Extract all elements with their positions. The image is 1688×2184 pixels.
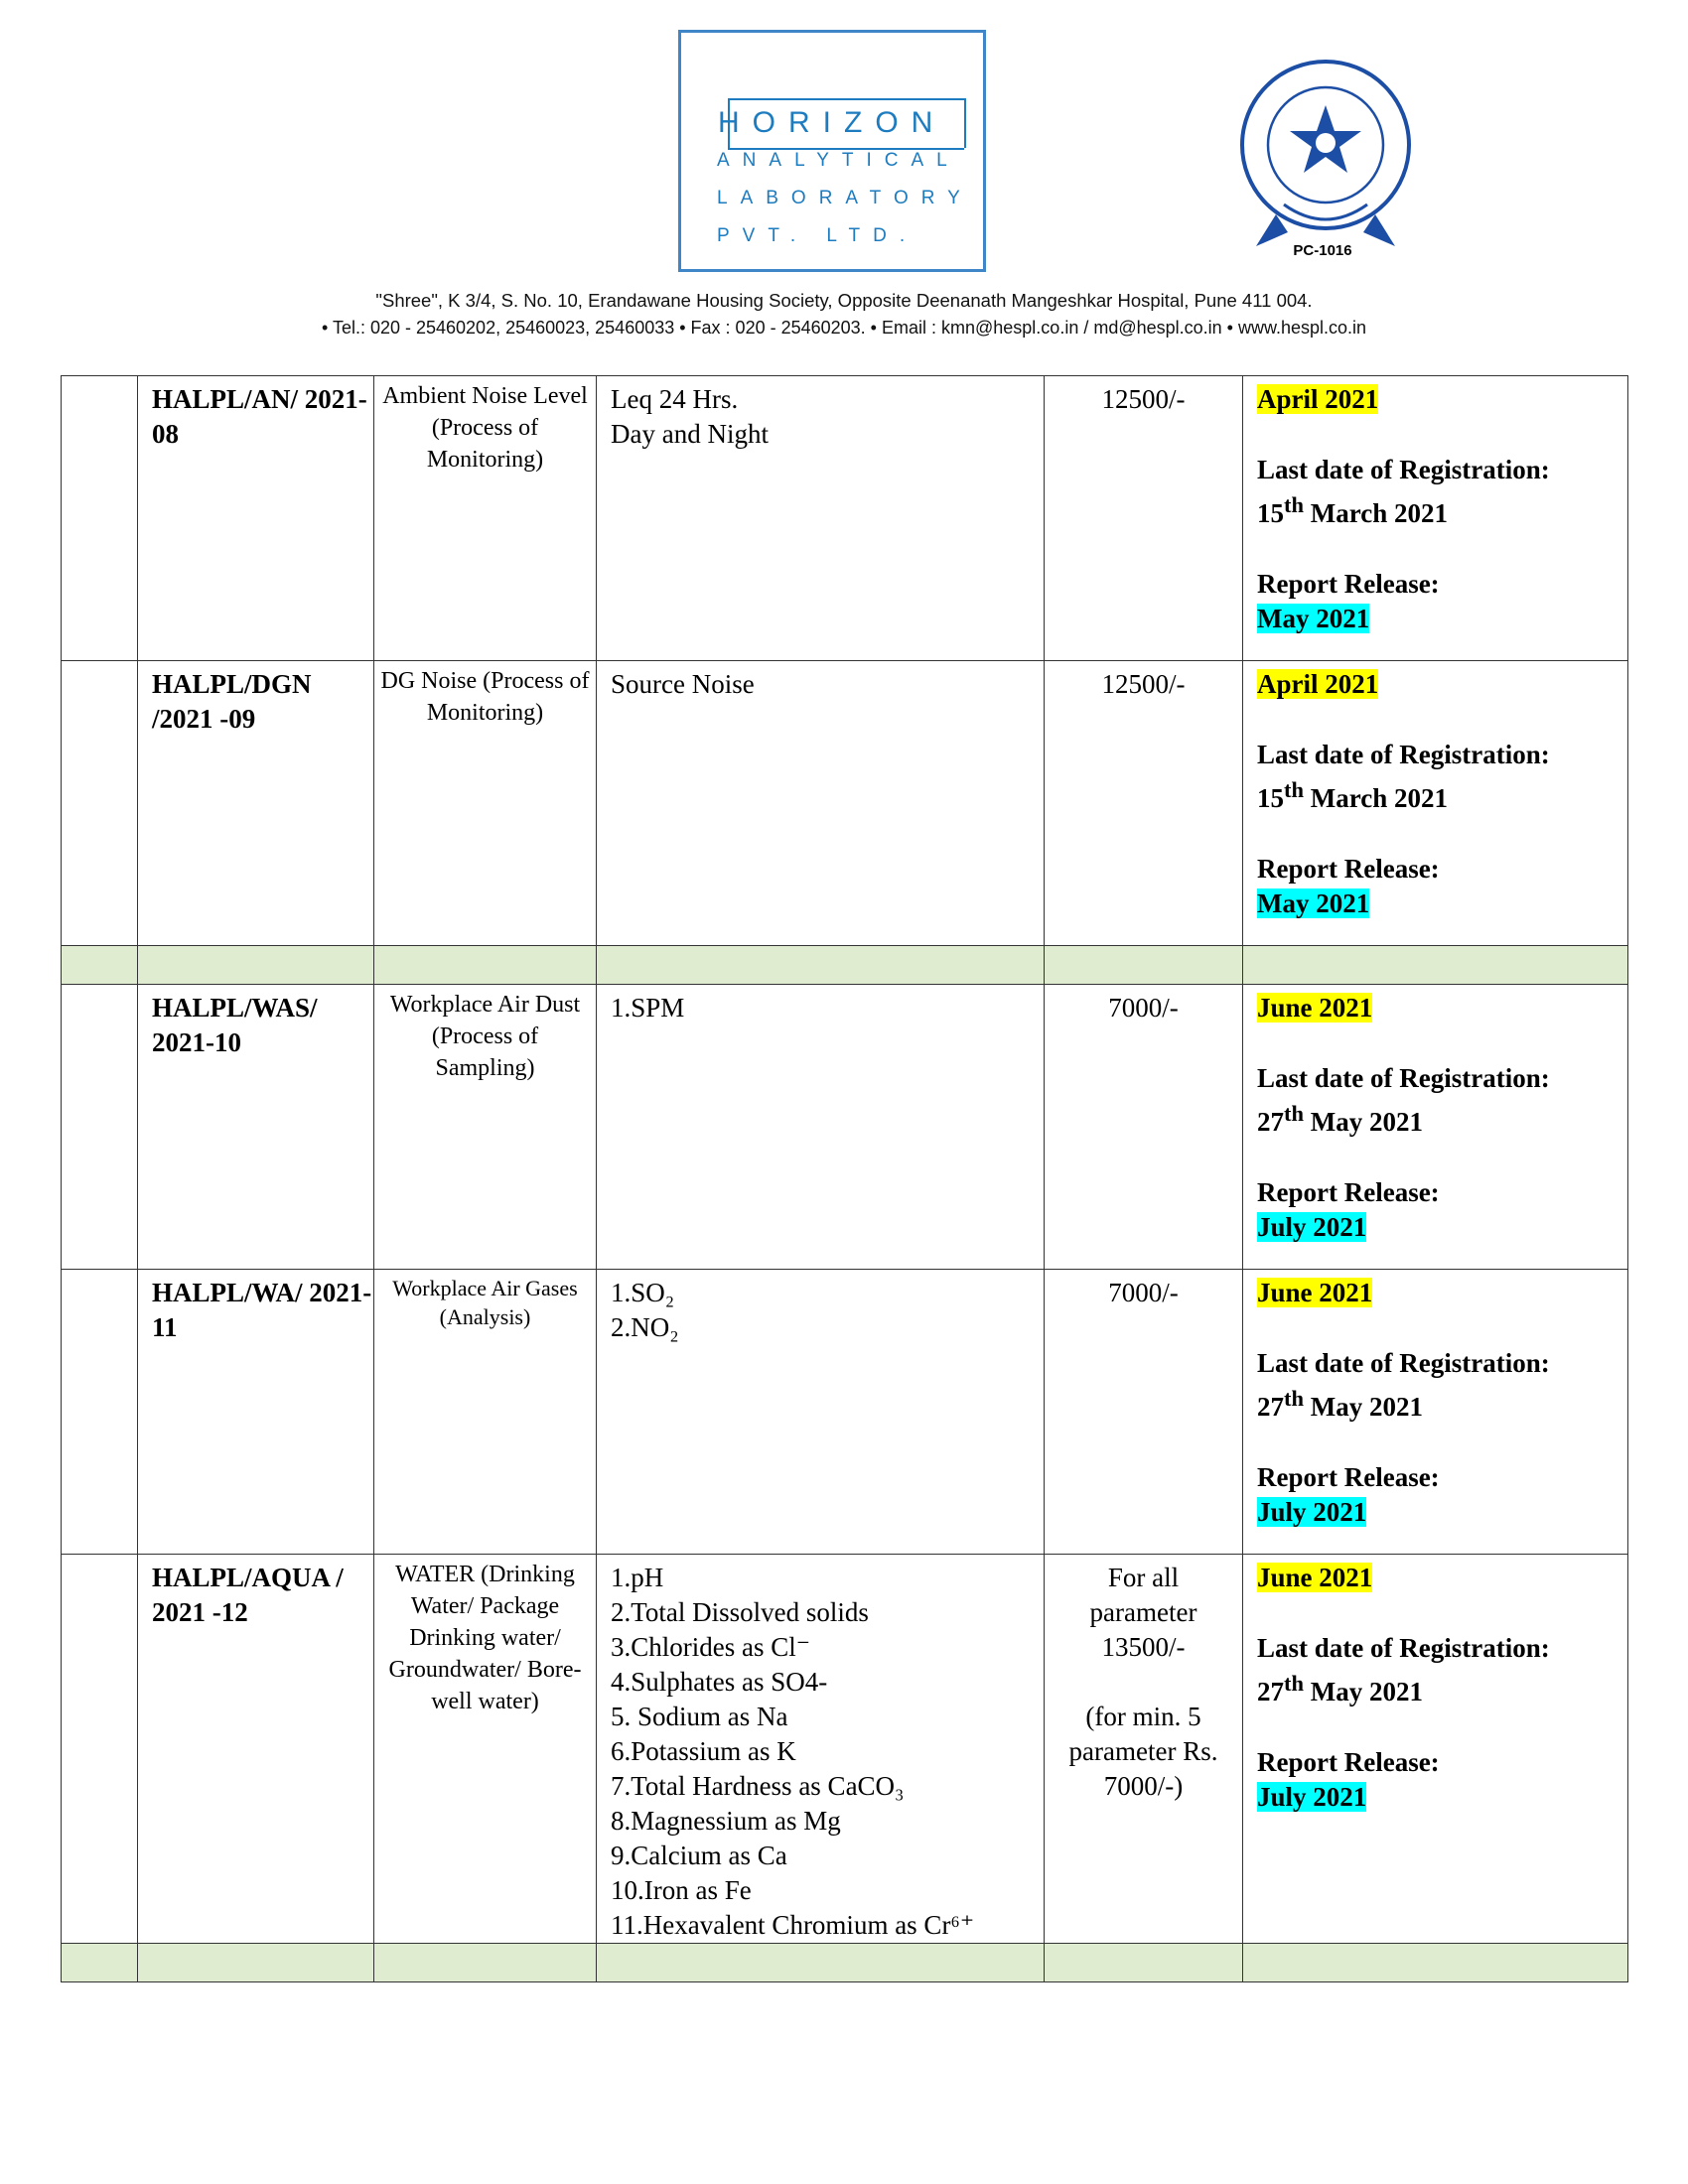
registration-label: Last date of Registration: [1257, 455, 1550, 484]
code-cell [138, 985, 374, 1270]
parameter-list [597, 1270, 1044, 1345]
scheme-code: HALPL/WA/ 2021-11 [152, 1278, 372, 1342]
registration-month: May 2021 [1304, 1677, 1423, 1706]
separator-cell [138, 946, 374, 985]
schedule-block [1243, 376, 1627, 636]
table-row [62, 985, 1628, 1270]
seal-code: PC-1016 [1293, 242, 1352, 259]
parameter-item: 1.SO₂ [611, 1278, 675, 1307]
parameter-list [597, 1555, 1044, 1943]
fee-wrap [1045, 1555, 1242, 1804]
parameter-item: 5. Sodium as Na [611, 1702, 788, 1731]
spacer [1257, 417, 1627, 453]
parameter-item: 7.Total Hardness as CaCO₃ [611, 1771, 905, 1801]
parameter-item: 1.SPM [611, 993, 685, 1023]
schedule-month-line [1257, 1276, 1627, 1310]
test-cell [374, 1270, 597, 1555]
parameter-list [597, 661, 1044, 702]
separator-row [62, 1944, 1628, 1982]
report-release-line [1257, 1780, 1627, 1815]
parameter-item: 1.pH [611, 1563, 664, 1592]
parameter-item: 9.Calcium as Ca [611, 1841, 787, 1870]
separator-cell [597, 1944, 1045, 1982]
report-release-label: Report Release: [1257, 1462, 1440, 1492]
spacer [1257, 1025, 1627, 1061]
test-name: DG Noise (Process of Monitoring) [380, 668, 590, 726]
report-release-label: Report Release: [1257, 1177, 1440, 1207]
logo-word: HORIZON [718, 106, 946, 139]
fee-cell [1045, 661, 1243, 946]
registration-label: Last date of Registration: [1257, 1348, 1550, 1378]
parameter-list [597, 985, 1044, 1025]
logo-wordmark-frame [708, 63, 966, 154]
schedule-block [1243, 1555, 1627, 1815]
fee-amount: 7000/- [1108, 993, 1179, 1023]
spacer [1257, 1595, 1627, 1631]
logo-frame-line [728, 98, 964, 100]
registration-day-suffix: th [1284, 1386, 1305, 1411]
company-logo [678, 30, 986, 272]
spacer [1257, 1310, 1627, 1346]
schedule-month-line [1257, 991, 1627, 1025]
schedule-month: June 2021 [1257, 993, 1373, 1023]
report-release-label: Report Release: [1257, 1747, 1440, 1777]
code-cell [138, 1270, 374, 1555]
report-release-date: May 2021 [1257, 888, 1370, 918]
registration-day: 15 [1257, 783, 1284, 813]
test-name: Workplace Air Dust (Process of Sampling) [389, 992, 581, 1081]
spacer [1257, 1709, 1627, 1745]
parameter-item: 4.Sulphates as SO4- [611, 1667, 828, 1697]
schedule-cell [1243, 376, 1628, 661]
fee-cell [1045, 1270, 1243, 1555]
registration-month: May 2021 [1304, 1392, 1423, 1422]
spacer [1257, 702, 1627, 738]
separator-cell [597, 946, 1045, 985]
report-release-date: July 2021 [1257, 1782, 1367, 1812]
report-release-label: Report Release: [1257, 854, 1440, 884]
schedule-block [1243, 1270, 1627, 1530]
test-cell [374, 376, 597, 661]
registration-day: 15 [1257, 498, 1284, 528]
spacer [1257, 531, 1627, 567]
registration-day: 27 [1257, 1107, 1284, 1137]
registration-label: Last date of Registration: [1257, 1633, 1550, 1663]
fee-wrap [1045, 661, 1242, 702]
schedule-month-line [1257, 667, 1627, 702]
fee-cell [1045, 376, 1243, 661]
parameter-item: 6.Potassium as K [611, 1736, 796, 1766]
registration-label: Last date of Registration: [1257, 740, 1550, 769]
separator-cell [62, 946, 138, 985]
fee-amount: 12500/- [1101, 384, 1186, 414]
spacer [1257, 1425, 1627, 1460]
fee-wrap [1045, 1270, 1242, 1310]
separator-cell [374, 946, 597, 985]
separator-cell [1243, 1944, 1628, 1982]
report-release-line [1257, 1495, 1627, 1530]
scheme-code: HALPL/AN/ 2021-08 [152, 384, 367, 449]
report-release-date: July 2021 [1257, 1497, 1367, 1527]
schedule-cell [1243, 1555, 1628, 1944]
fee-wrap [1045, 376, 1242, 417]
separator-cell [1045, 946, 1243, 985]
separator-cell [62, 1944, 138, 1982]
schedule-month: June 2021 [1257, 1278, 1373, 1307]
schedule-block [1243, 985, 1627, 1245]
test-name: WATER (Drinking Water/ Package Drinking water/ Groundwater/ Bore-well water) [388, 1562, 582, 1714]
fee-cell [1045, 1555, 1243, 1944]
schedule-month-line [1257, 1561, 1627, 1595]
schedule-month: April 2021 [1257, 669, 1379, 699]
sl-no-cell [62, 661, 138, 946]
separator-cell [374, 1944, 597, 1982]
sl-no-cell [62, 376, 138, 661]
test-name: Ambient Noise Level (Process of Monitoring) [382, 383, 588, 473]
schedule-month: June 2021 [1257, 1563, 1373, 1592]
code-cell [138, 661, 374, 946]
table-row [62, 661, 1628, 946]
sl-no-cell [62, 985, 138, 1270]
table-row [62, 1270, 1628, 1555]
test-name: Workplace Air Gases (Analysis) [392, 1276, 578, 1329]
company-address: "Shree", K 3/4, S. No. 10, Erandawane Housing Society, Opposite Deenanath Mangeshkar Hospital, Pune 411 004. [375, 290, 1313, 311]
registration-month: May 2021 [1304, 1107, 1423, 1137]
scheme-code: HALPL/WAS/ 2021-10 [152, 993, 318, 1057]
spacer [1257, 816, 1627, 852]
parameter-item: 3.Chlorides as Cl⁻ [611, 1632, 810, 1662]
report-release-line [1257, 602, 1627, 636]
schedule-month-line [1257, 382, 1627, 417]
registration-date [1257, 1381, 1627, 1425]
registration-day-suffix: th [1284, 1671, 1305, 1696]
parameter-item: 11.Hexavalent Chromium as Cr⁶⁺ [611, 1910, 975, 1940]
parameters-cell [597, 376, 1045, 661]
report-release-line [1257, 887, 1627, 921]
code-cell [138, 1555, 374, 1944]
report-release-date: July 2021 [1257, 1212, 1367, 1242]
pt-schedule-table [61, 375, 1628, 1982]
parameter-list [597, 376, 1044, 452]
scheme-code: HALPL/DGN /2021 -09 [152, 669, 312, 734]
parameter-item: 2.Total Dissolved solids [611, 1597, 869, 1627]
table-row [62, 376, 1628, 661]
code-cell [138, 376, 374, 661]
logo-line-analytical: ANALYTICAL [717, 150, 960, 171]
registration-day-suffix: th [1284, 1101, 1305, 1126]
separator-cell [1045, 1944, 1243, 1982]
table-row [62, 1555, 1628, 1944]
parameters-cell [597, 1555, 1045, 1944]
fee-amount: 7000/- [1108, 1278, 1179, 1307]
logo-line-laboratory: LABORATORY [717, 188, 973, 208]
separator-cell [138, 1944, 374, 1982]
spacer [1257, 1140, 1627, 1175]
schedule-block [1243, 661, 1627, 921]
scheme-code: HALPL/AQUA / 2021 -12 [152, 1563, 344, 1627]
separator-cell [1243, 946, 1628, 985]
parameter-item: 2.NO₂ [611, 1312, 679, 1342]
parameters-cell [597, 661, 1045, 946]
report-release-date: May 2021 [1257, 604, 1370, 633]
fee-amount: For all parameter 13500/- (for min. 5 parameter Rs. 7000/-) [1068, 1563, 1218, 1801]
logo-line-pvt-ltd: PVT. LTD. [717, 225, 918, 246]
registration-label: Last date of Registration: [1257, 1063, 1550, 1093]
schedule-cell [1243, 1270, 1628, 1555]
parameter-item: Source Noise [611, 669, 755, 699]
fee-amount: 12500/- [1101, 669, 1186, 699]
sl-no-cell [62, 1555, 138, 1944]
sl-no-cell [62, 1270, 138, 1555]
report-release-label: Report Release: [1257, 569, 1440, 599]
schedule-month: April 2021 [1257, 384, 1379, 414]
schedule-cell [1243, 661, 1628, 946]
parameter-item: 8.Magnessium as Mg [611, 1806, 841, 1836]
company-contact: • Tel.: 020 - 25460202, 25460023, 25460033 • Fax : 020 - 25460203. • Email : kmn@hespl.co.in / md@hespl.co.in • www.hespl.co.in [321, 318, 1367, 338]
registration-date [1257, 1666, 1627, 1709]
parameter-item: Day and Night [611, 419, 769, 449]
parameter-item: Leq 24 Hrs. [611, 384, 739, 414]
schedule-cell [1243, 985, 1628, 1270]
registration-month: March 2021 [1304, 783, 1448, 813]
parameters-cell [597, 1270, 1045, 1555]
fee-cell [1045, 985, 1243, 1270]
registration-date [1257, 487, 1627, 531]
registration-day: 27 [1257, 1392, 1284, 1422]
registration-day: 27 [1257, 1677, 1284, 1706]
test-cell [374, 661, 597, 946]
registration-month: March 2021 [1304, 498, 1448, 528]
parameter-item: 10.Iron as Fe [611, 1875, 752, 1905]
registration-day-suffix: th [1284, 492, 1305, 517]
accreditation-seal-icon [1236, 56, 1415, 264]
fee-wrap [1045, 985, 1242, 1025]
separator-row [62, 946, 1628, 985]
test-cell [374, 985, 597, 1270]
test-cell [374, 1555, 597, 1944]
report-release-line [1257, 1210, 1627, 1245]
registration-date [1257, 1096, 1627, 1140]
registration-date [1257, 772, 1627, 816]
registration-day-suffix: th [1284, 777, 1305, 802]
parameters-cell [597, 985, 1045, 1270]
